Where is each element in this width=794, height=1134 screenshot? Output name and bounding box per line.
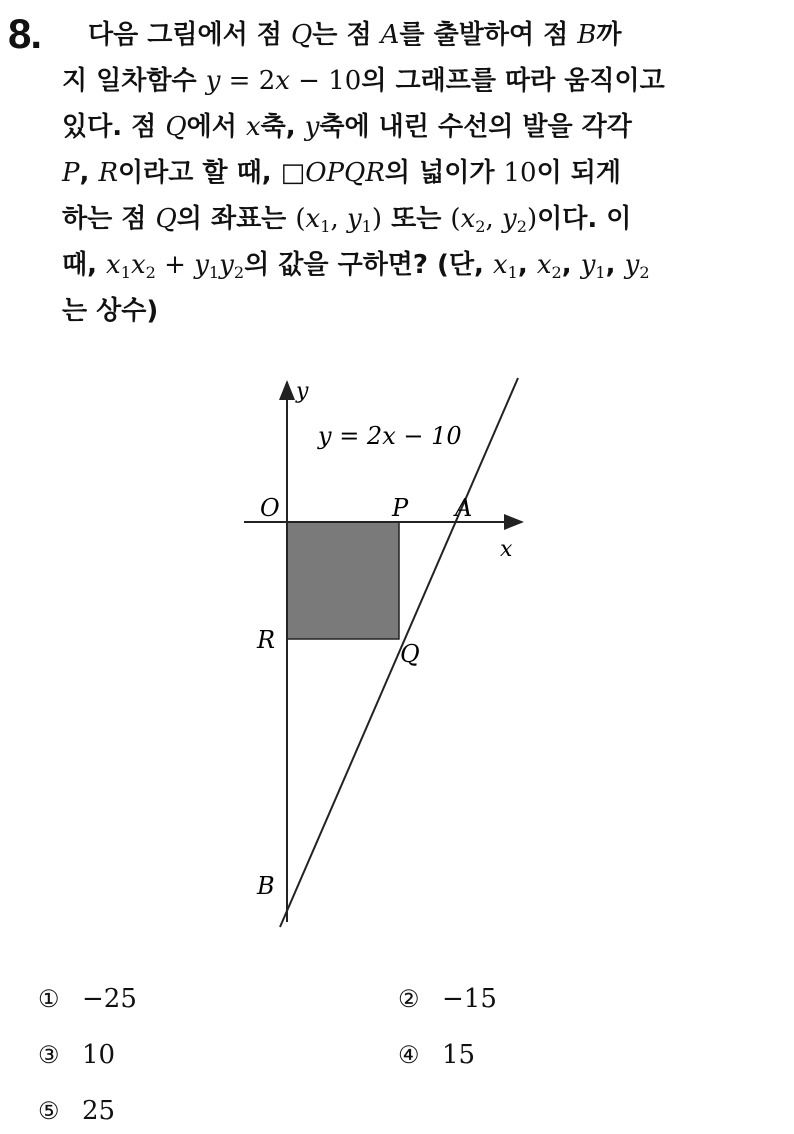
question-line [62, 150, 772, 196]
math-subscript: 2 [516, 217, 527, 237]
math-subscript: 2 [551, 263, 562, 283]
choice-4[interactable] [398, 1040, 475, 1070]
text-segment: , [79, 158, 99, 188]
math-variable: y [580, 250, 596, 280]
label-q: Q [400, 640, 420, 668]
text-segment: 는 상수) [62, 296, 159, 326]
text-segment: 축, [260, 112, 305, 142]
choice-mark: ④ [398, 1041, 420, 1069]
graph-line [280, 378, 518, 927]
text-segment: 다음 그림에서 점 [88, 20, 291, 50]
choice-5[interactable] [38, 1096, 115, 1126]
choice-mark: ⑤ [38, 1097, 60, 1125]
math-variable: P [62, 158, 80, 188]
math-variable: x [275, 66, 290, 96]
question-text [62, 12, 772, 334]
math-variable: x [130, 250, 146, 280]
math-subscript: 1 [208, 263, 220, 283]
text-segment: 의 그래프를 따라 움직이고 [361, 66, 665, 96]
text-segment: , [561, 250, 581, 280]
text-segment: 의 좌표는 [176, 204, 296, 234]
math-variable: y [219, 250, 234, 280]
text-segment: 있다. 점 [62, 112, 166, 142]
math-variable: y [624, 250, 640, 280]
math-subscript: 2 [145, 263, 156, 283]
choice-value: −25 [82, 984, 137, 1014]
graph-figure [230, 372, 550, 936]
text-segment: , [485, 204, 503, 234]
text-segment: 의 값을 구하면? (단, [244, 250, 493, 280]
text-segment: 이다. 이 [537, 204, 632, 234]
label-a: A [455, 494, 473, 522]
question-number: 8. [8, 10, 42, 57]
shaded-rectangle-opqr [287, 522, 399, 639]
question-line [62, 242, 772, 288]
math-subscript: 1 [120, 263, 131, 283]
choice-mark: ③ [38, 1041, 60, 1069]
math-variable: Q [165, 112, 187, 142]
question-line [62, 288, 772, 334]
choice-mark: ① [38, 985, 60, 1013]
choice-2[interactable] [398, 984, 497, 1014]
math-subscript: 2 [233, 263, 245, 283]
label-o: O [260, 494, 280, 522]
text-segment: − 10 [289, 66, 362, 96]
choice-value: 25 [82, 1096, 116, 1126]
math-variable: y [346, 204, 362, 234]
text-segment: 에서 [186, 112, 246, 142]
math-variable: OPQR [305, 158, 385, 188]
math-variable: x [305, 204, 321, 234]
choice-value: 15 [442, 1040, 476, 1070]
math-variable: x [106, 250, 121, 280]
math-variable: y [194, 250, 209, 280]
text-segment: 의 넓이가 [384, 158, 504, 188]
math-variable: y [502, 204, 517, 234]
text-segment: 10 [503, 158, 537, 188]
choice-value: −15 [442, 984, 497, 1014]
math-variable: x [536, 250, 552, 280]
text-segment: ) [526, 204, 538, 234]
text-segment: 축에 내린 수선의 발을 각각 [319, 112, 632, 142]
text-segment: , [517, 250, 537, 280]
math-variable: Q [290, 20, 313, 50]
math-variable: B [577, 20, 597, 50]
math-variable: y [205, 66, 221, 96]
text-segment: 지 일차함수 [62, 66, 206, 96]
text-segment: = 2 [220, 66, 276, 96]
equation-label: y = 2x − 10 [318, 422, 462, 450]
text-segment: , [330, 204, 347, 234]
y-axis-label: y [296, 379, 309, 404]
math-variable: Q [155, 204, 177, 234]
question-line [62, 104, 772, 150]
math-variable: R [98, 158, 119, 188]
question-line [62, 196, 772, 242]
text-segment: 또는 [382, 204, 451, 234]
math-variable: x [493, 250, 508, 280]
math-variable: x [245, 112, 261, 142]
label-b: B [257, 872, 275, 900]
math-subscript: 2 [639, 263, 650, 283]
math-subscript: 1 [320, 217, 331, 237]
text-segment: + [155, 250, 195, 280]
x-axis-label: x [500, 537, 513, 562]
text-segment: 를 출발하여 점 [399, 20, 578, 50]
choice-3[interactable] [38, 1040, 115, 1070]
math-subscript: 1 [361, 217, 372, 237]
text-segment: , [605, 250, 625, 280]
question-line [62, 58, 772, 104]
graph-svg [230, 372, 550, 932]
math-variable: A [380, 20, 400, 50]
choice-1[interactable] [38, 984, 137, 1014]
label-r: R [257, 626, 276, 654]
text-segment: 이 되게 [536, 158, 621, 188]
choice-value: 10 [82, 1040, 116, 1070]
math-subscript: 1 [595, 263, 606, 283]
text-segment: 는 점 [312, 20, 381, 50]
math-subscript: 2 [475, 217, 486, 237]
question-line [62, 12, 772, 58]
text-segment: 이라고 할 때, [118, 158, 281, 188]
math-subscript: 1 [507, 263, 518, 283]
math-variable: y [304, 112, 320, 142]
text-segment: 까 [596, 20, 622, 50]
text-segment: ( [295, 204, 306, 234]
text-segment: ( [450, 204, 461, 234]
text-segment: 때, [62, 250, 107, 280]
text-segment: ) [371, 204, 383, 234]
text-segment: □ [280, 158, 306, 188]
choice-mark: ② [398, 985, 420, 1013]
text-segment: 하는 점 [62, 204, 156, 234]
math-variable: x [460, 204, 476, 234]
label-p: P [392, 494, 409, 522]
